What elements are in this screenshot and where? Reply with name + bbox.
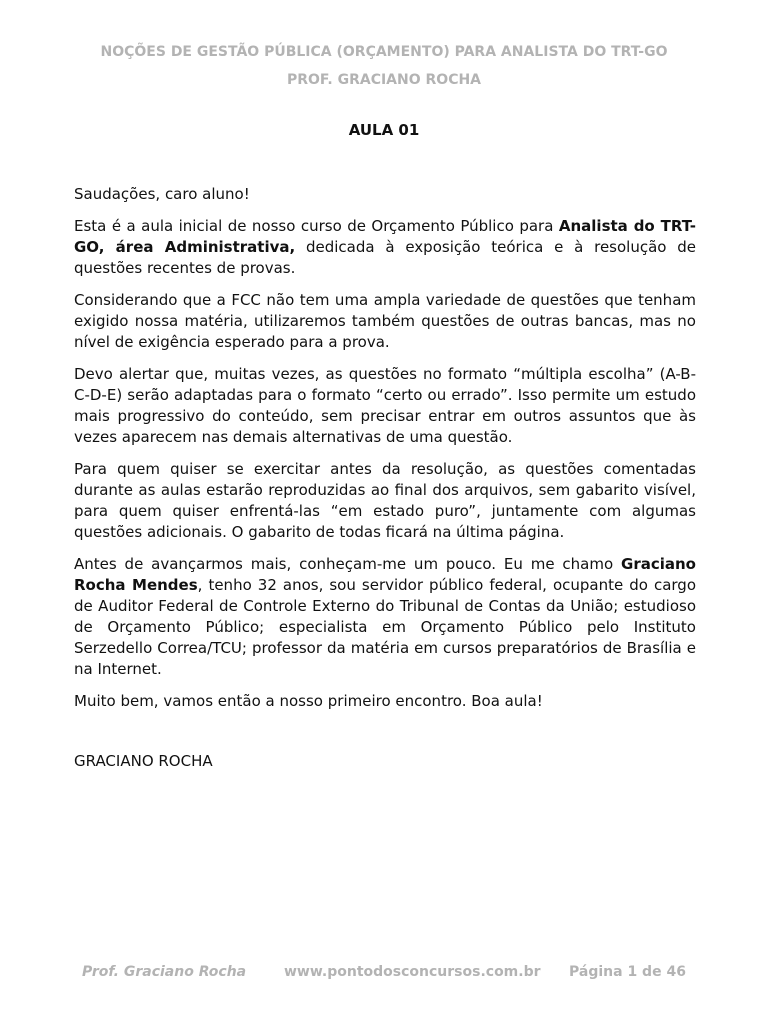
paragraph-about-text: Antes de avançarmos mais, conheçam-me um pouco. Eu me chamo (74, 555, 622, 573)
paragraph-exercises: Para quem quiser se exercitar antes da resolução, as questões comentadas durante as aulas estarão reproduzidas ao final dos arquivos, sem gabarito visível, para quem quiser enfrentá-las “em estado puro”, juntamente com algumas questões adicionais. O gabarito de todas ficará na última página. (74, 460, 696, 541)
greeting: Saudações, caro aluno! (74, 185, 250, 203)
course-title: NOÇÕES DE GESTÃO PÚBLICA (ORÇAMENTO) PARA ANALISTA DO TRT-GO (100, 44, 668, 60)
paragraph-intro-text-end: dedicada à exposição teórica e à resolução de questões recentes de provas. (74, 238, 696, 277)
paragraph-closing: Muito bem, vamos então a nosso primeiro encontro. Boa aula! (74, 692, 543, 710)
lesson-title: AULA 01 (348, 121, 420, 139)
page-indicator: Página 1 de 46 (569, 964, 686, 980)
signature: GRACIANO ROCHA (74, 752, 213, 770)
page-header (0, 38, 768, 94)
footer-author: Prof. Graciano Rocha (82, 964, 247, 980)
document-body (74, 184, 696, 723)
author-full-name: Graciano Rocha Mendes (74, 555, 696, 594)
paragraph-about-author (74, 554, 696, 680)
professor-name: PROF. GRACIANO ROCHA (286, 72, 482, 88)
paragraph-format: Devo alertar que, muitas vezes, as questões no formato “múltipla escolha” (A-B-C-D-E) serão adaptadas para o formato “certo ou errado”. Isso permite um estudo mais progressivo do conteúdo, sem precisar entrar em outros assuntos que às vezes aparecem nas demais alternativas de uma questão. (74, 365, 696, 446)
paragraph-intro (74, 216, 696, 279)
footer-website-link[interactable]: www.pontodosconcursos.com.br (284, 964, 541, 980)
paragraph-intro-text: Esta é a aula inicial de nosso curso de Orçamento Público para (74, 217, 559, 235)
paragraph-intro-emphasis: Analista do TRT-GO, área Administrativa, (74, 217, 696, 256)
paragraph-fcc: Considerando que a FCC não tem uma ampla variedade de questões que tenham exigido nossa matéria, utilizaremos também questões de outras bancas, mas no nível de exigência esperado para a prova. (74, 291, 696, 351)
paragraph-about-text-end: , tenho 32 anos, sou servidor público federal, ocupante do cargo de Auditor Federal de Controle Externo do Tribunal de Contas da União; estudioso de Orçamento Público; especialista em Orçamento Público pelo Instituto Serzedello Correa/TCU; professor da matéria em cursos preparatórios de Brasília e na Internet. (74, 576, 697, 678)
